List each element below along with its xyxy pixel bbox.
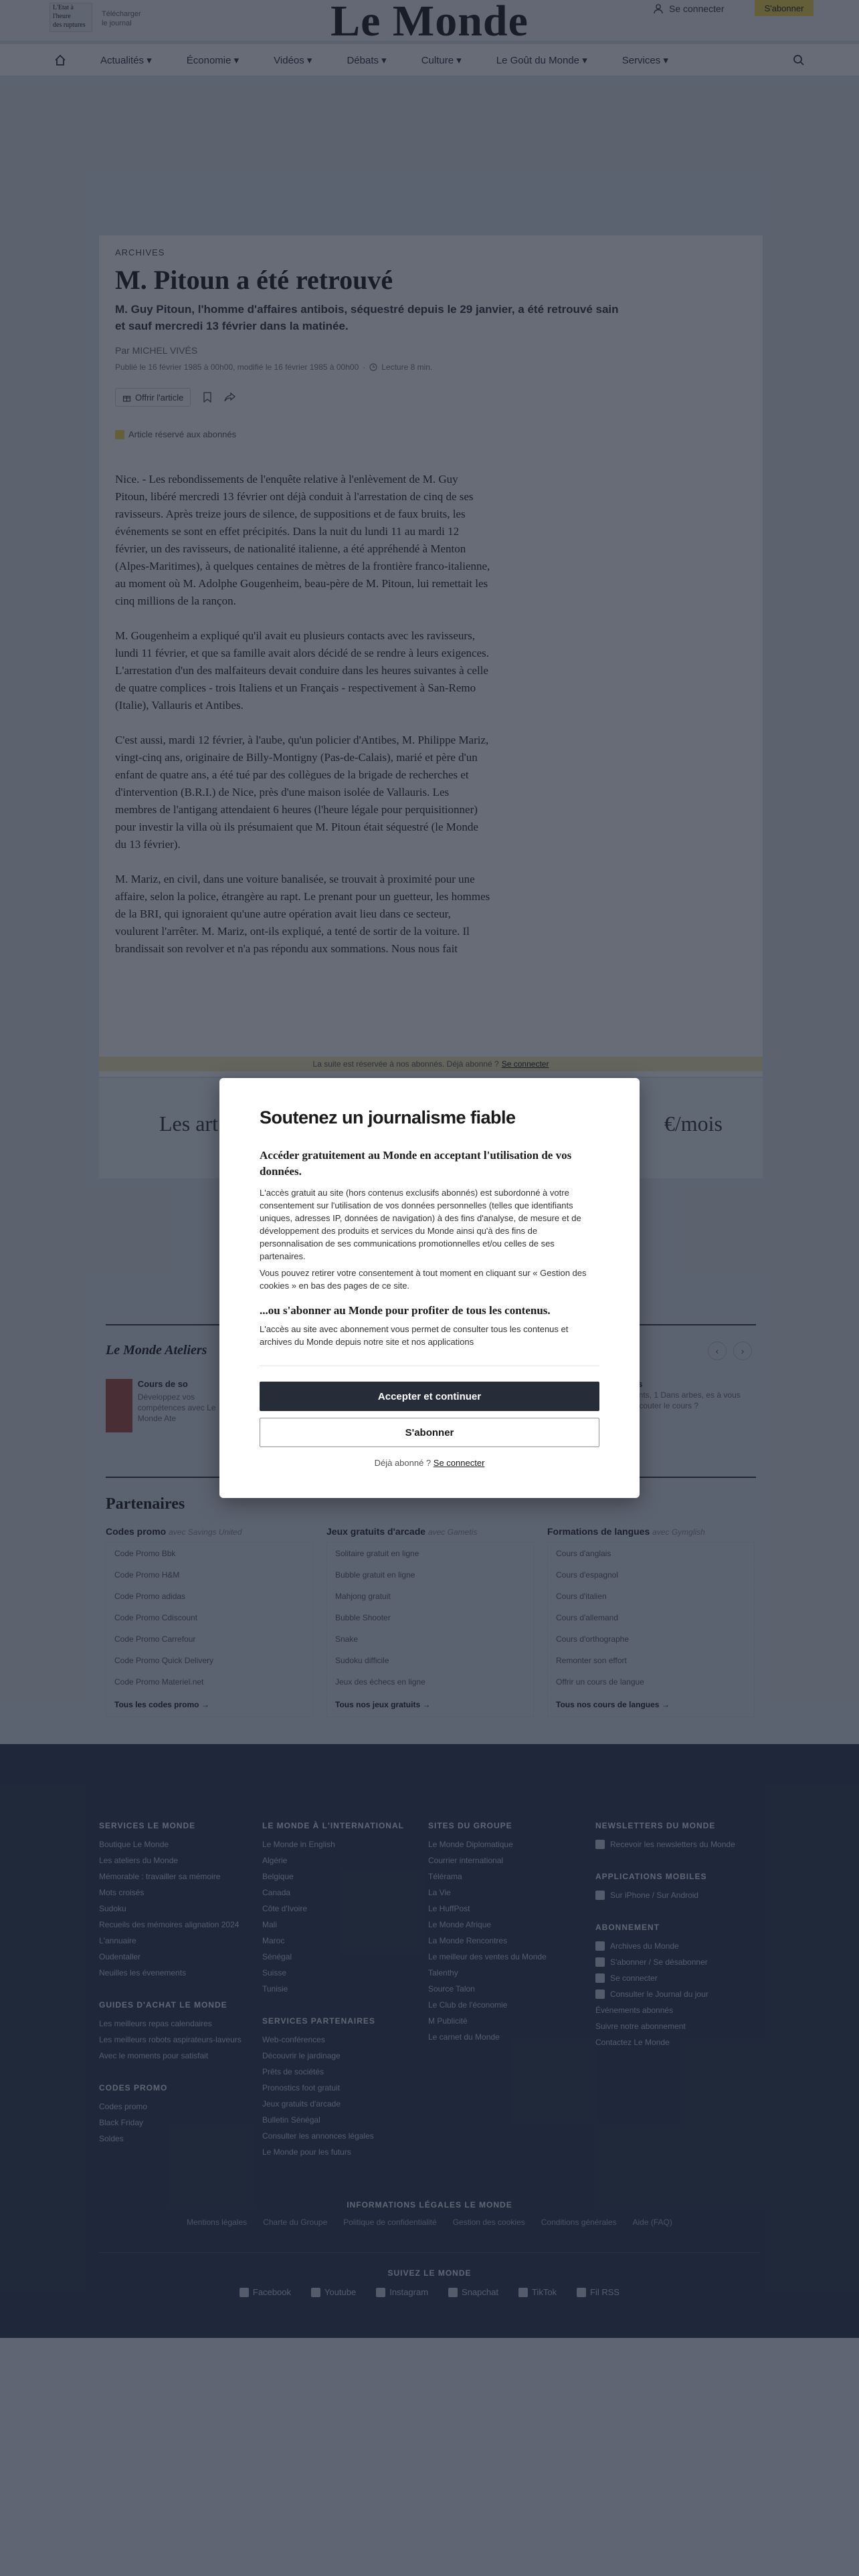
modal-login-text: Déjà abonné ? <box>374 1458 432 1468</box>
accept-continue-button[interactable]: Accepter et continuer <box>260 1382 599 1411</box>
modal-login-link[interactable]: Se connecter <box>433 1458 485 1468</box>
modal-login-row <box>219 1458 640 1468</box>
modal-heading: Accéder gratuitement au Monde en acceptant l'utilisation de vos données. <box>260 1149 572 1178</box>
modal-subscribe-button[interactable]: S'abonner <box>260 1418 599 1447</box>
consent-modal <box>219 1078 640 1498</box>
modal-title: Soutenez un journalisme fiable <box>260 1107 516 1128</box>
modal-paragraph: Vous pouvez retirer votre consentement à tout moment en cliquant sur « Gestion des cookies » en bas des pages de ce site. <box>260 1268 587 1291</box>
modal-heading-subscribe: ...ou s'abonner au Monde pour profiter de tous les contenus. <box>260 1304 551 1317</box>
modal-paragraph: L'accès gratuit au site (hors contenus exclusifs abonnés) est subordonné à votre consentement sur l'utilisation de vos données personnelles (telles que identifiants uniques, adresses IP, données de navigation) à des fins d'analyse, de mesure et de développement des produits et services du Monde ainsi qu'à des fins de personnalisation de ses communications promotionnelles et/ou celles de ses partenaires. <box>260 1188 581 1261</box>
modal-scroll-area[interactable] <box>260 1148 599 1366</box>
modal-paragraph: L'accès au site avec abonnement vous permet de consulter tous les contenus et archives du Monde depuis notre site et nos applications <box>260 1324 569 1347</box>
